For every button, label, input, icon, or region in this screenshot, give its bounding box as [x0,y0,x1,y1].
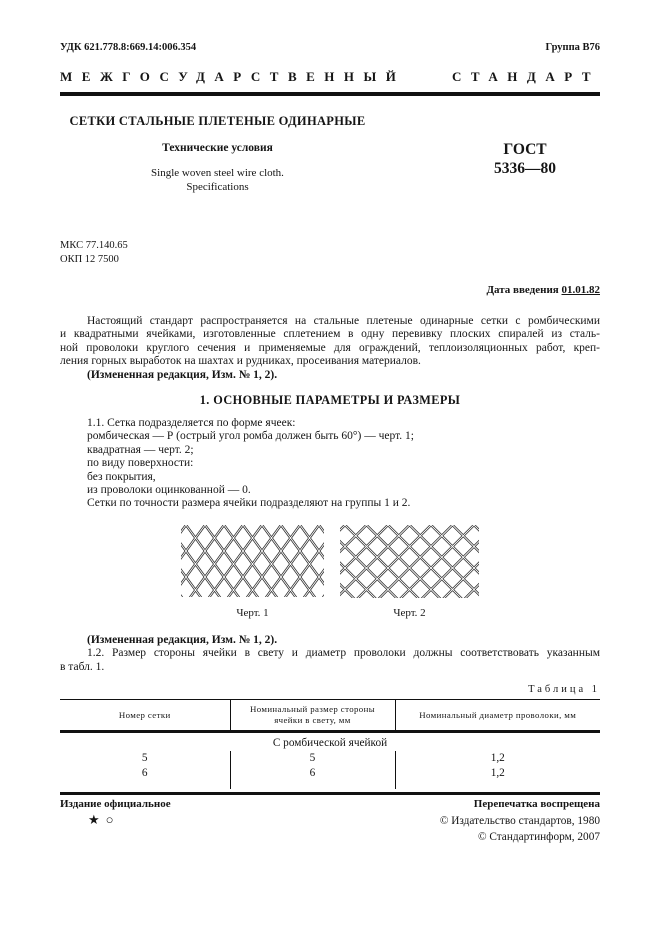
column-header: Номер сетки [60,700,230,732]
header-rule [60,92,600,96]
doc-title-en-line1: Single woven steel wire cloth. [151,167,284,179]
footer-labels-row [60,798,600,810]
standard-kind-word2: СТАНДАРТ [451,69,600,84]
classification-row [60,42,600,53]
codes-block [60,239,128,266]
figure-1 [181,525,324,619]
rhombic-mesh-drawing [181,525,324,598]
amendment-note: (Измененная редакция, Изм. № 1, 2). [87,368,278,381]
group-code: Группа В76 [545,42,600,53]
copyright-line-2: © Стандартинформ, 2007 [477,830,600,843]
clause-line: 1.2. Размер стороны ячейки в свету и диаметр проволоки должны соответствовать указанным [87,647,600,660]
gost-designation [460,140,590,178]
figures-row [60,525,600,619]
copyright-block [60,814,600,845]
amendment-note: (Измененная редакция, Изм. № 1, 2). [87,633,278,646]
clause-1-2 [60,634,600,674]
star-icon: ★ [88,812,106,828]
clause-line: без покрытия, [87,470,156,483]
title-column [60,114,375,194]
table-cell: 1,2 [395,766,600,789]
table-cell: 5 [230,751,395,766]
udk-code: УДК 621.778.8:669.14:006.354 [60,42,197,53]
table-cell: 5 [141,752,148,765]
copyright-line-1: © Издательство стандартов, 1980 [439,815,600,828]
column-header: Номинальный диаметр проволоки, мм [395,700,600,732]
clause-line: из проволоки оцинкованной — 0. [87,484,251,497]
group-header-label: С ромбической ячейкой [272,737,388,750]
gost-label: ГОСТ [503,141,547,158]
figure-2 [340,525,479,619]
clause-line: Сетки по точности размера ячейки подразделяют на группы 1 и 2. [87,497,411,510]
square-mesh-drawing [340,525,479,598]
clause-line: в табл. 1. [60,660,105,673]
footer-rule [60,792,600,795]
column-header: Номинальный размер стороны ячейки в свету, мм [230,700,395,732]
doc-subtitle: Технические условия [162,142,273,154]
reprint-forbidden-label: Перепечатка воспрещена [473,798,600,811]
group-header-row [60,732,600,752]
date-value: 01.01.82 [561,284,600,296]
table-row [60,766,600,789]
figure-1-label: Черт. 1 [236,606,269,619]
table-cell: 6 [141,767,148,780]
table-cell: 6 [230,766,395,789]
clause-line: квадратная — черт. 2; [87,443,194,456]
okp-code: ОКП 12 7500 [60,253,119,265]
table-caption: Таблица 1 [528,684,600,696]
clause-line: ромбическая — Р (острый угол ромба должен быть 60°) — черт. 1; [87,430,414,443]
doc-title-en-line2: Specifications [186,181,249,193]
mks-code: МКС 77.140.65 [60,240,128,251]
introduction-date [60,284,600,296]
official-edition-label: Издание официальное [60,798,171,811]
section-1-heading: 1. ОСНОВНЫЕ ПАРАМЕТРЫ И РАЗМЕРЫ [199,393,461,408]
spec-table [60,699,600,789]
date-label: Дата введения [486,284,559,296]
clause-line: 1.1. Сетка подразделяется по форме ячеек: [87,417,296,430]
clause-1-1 [60,417,600,511]
standard-kind-heading [60,69,600,85]
doc-title-en [60,166,375,194]
gost-number: 5336—80 [494,160,556,177]
standard-kind-word1: МЕЖГОСУДАРСТВЕННЫЙ [60,69,406,84]
table-cell: 1,2 [395,751,600,766]
intro-paragraph-line: ной проволоки круглого сечения и применяемые для ограждений, теплоизоляционных работ, креп- [60,341,600,354]
table-row [60,751,600,766]
intro-paragraph-line: Настоящий стандарт распространяется на стальные плетеные одинарные сетки с ромбическими [87,315,600,327]
table-header-row [60,700,600,732]
clause-line: по виду поверхности: [87,457,194,470]
title-area [60,114,600,266]
circle-icon: ○ [105,812,120,828]
figure-2-label: Черт. 2 [393,606,426,619]
intro-paragraph [60,315,600,382]
intro-paragraph-line: и квадратными ячейками, изготовленные сплетением в одну перевивку плоских спиралей из сталь- [60,328,600,341]
intro-paragraph-line: ления горных выработок на шахтах и рудниках, просеивания материалов. [60,355,421,368]
doc-title: СЕТКИ СТАЛЬНЫЕ ПЛЕТЕНЫЕ ОДИНАРНЫЕ [69,114,366,128]
